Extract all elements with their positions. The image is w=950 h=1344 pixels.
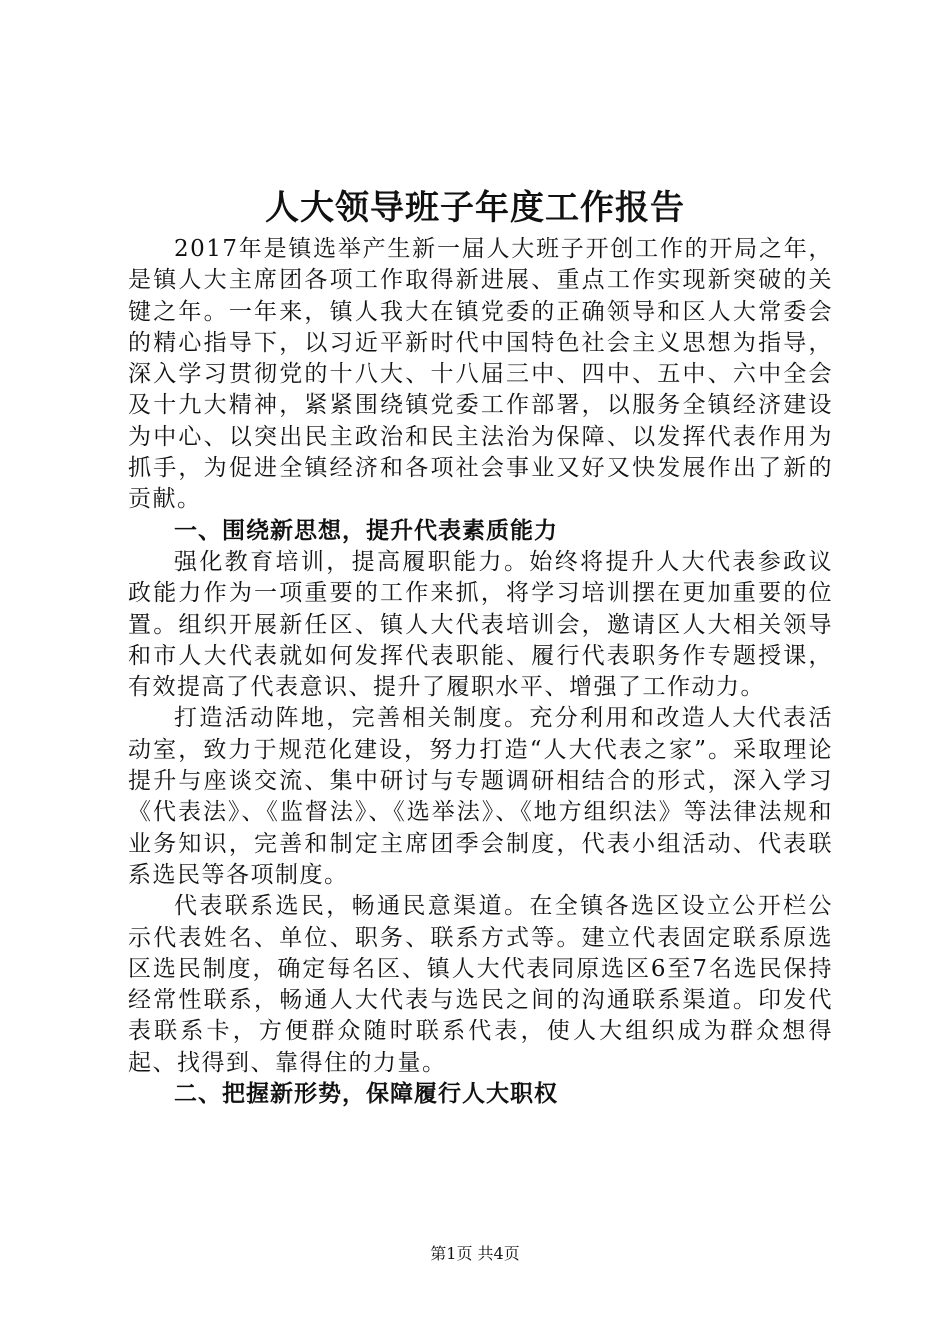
section-heading-1: 一、围绕新思想，提升代表素质能力 xyxy=(174,517,558,544)
intro-paragraph: 2017年是镇选举产生新一届人大班子开创工作的开局之年，是镇人大主席团各项工作取得新进展、重点工作实现新突破的关键之年。一年来，镇人我大在镇党委的正确领导和区人大常委会的精心指导下，以习近平新时代中国特色社会主义思想为指导，深入学习贯彻党的十八大、十八届三中、四中、五中、六中全会及十九大精神，紧紧围绕镇党委工作部署，以服务全镇经济建设为中心、以突出民主政治和民主法治为保障、以发挥代表作用为抓手，为促进全镇经济和各项社会事业又好又快发展作出了新的贡献。 xyxy=(128,236,833,513)
document-title: 人大领导班子年度工作报告 xyxy=(265,188,685,228)
document-body xyxy=(128,234,833,1110)
paragraph-voter-contact: 代表联系选民，畅通民意渠道。在全镇各选区设立公开栏公示代表姓名、单位、职务、联系方式等。建立代表固定联系原选区选民制度，确定每名区、镇人大代表同原选区6至7名选民保持经常性联系，畅通人大代表与选民之间的沟通联系渠道。印发代表联系卡，方便群众随时联系代表，使人大组织成为群众想得起、找得到、靠得住的力量。 xyxy=(128,893,833,1076)
section-heading-2: 二、把握新形势，保障履行人大职权 xyxy=(174,1081,558,1108)
page-number-footer: 第1页 共4页 xyxy=(430,1244,520,1263)
paragraph-activity-base: 打造活动阵地，完善相关制度。充分利用和改造人大代表活动室，致力于规范化建设，努力打造“人大代表之家”。采取理论提升与座谈交流、集中研讨与专题调研相结合的形式，深入学习《代表法》、《监督法》、《选举法》、《地方组织法》等法律法规和业务知识，完善和制定主席团季会制度，代表小组活动、代表联系选民等各项制度。 xyxy=(128,705,833,888)
paragraph-training: 强化教育培训，提高履职能力。始终将提升人大代表参政议政能力作为一项重要的工作来抓，将学习培训摆在更加重要的位置。组织开展新任区、镇人大代表培训会，邀请区人大相关领导和市人大代表就如何发挥代表职能、履行代表职务作专题授课，有效提高了代表意识、提升了履职水平、增强了工作动力。 xyxy=(128,548,833,701)
